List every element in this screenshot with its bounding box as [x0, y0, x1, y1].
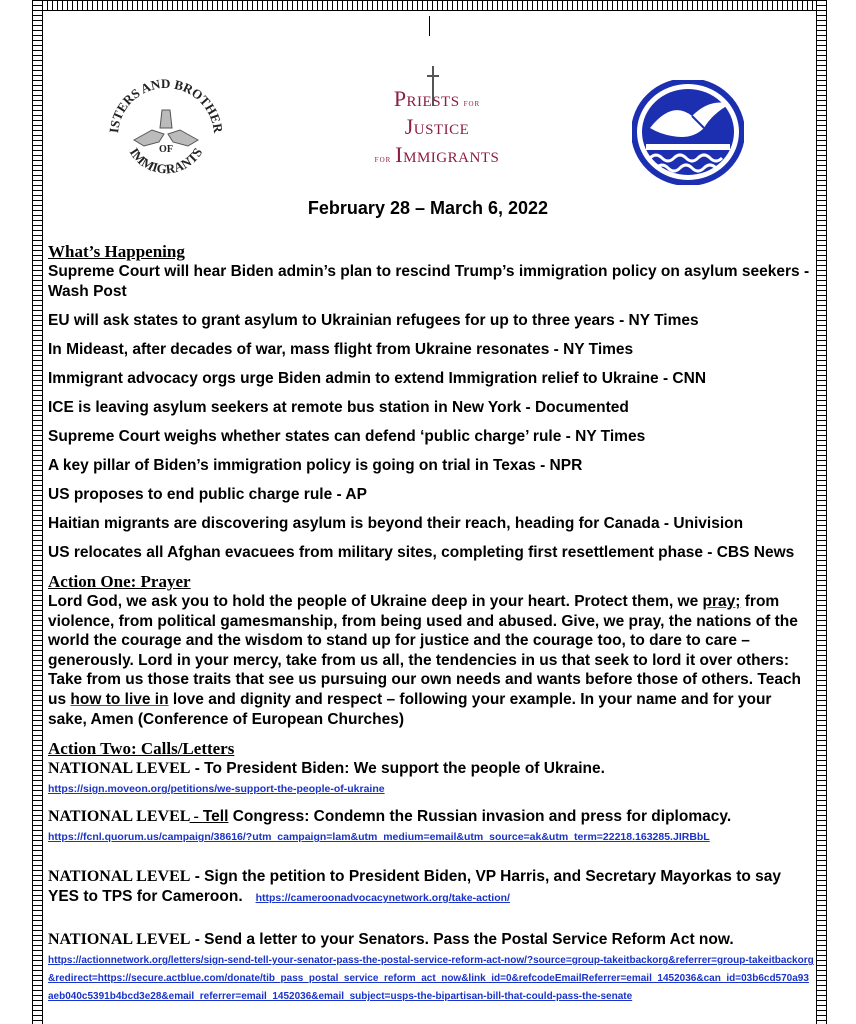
letter-link[interactable]: https://actionnetwork.org/letters/sign-send-tell-your-senator-pass-the-postal-service-reform-act-now/?source=group-takeitbackorg&referrer=group-takeitbackorg&redirect=https://secure.actblue.com/donate/tib_pass_postal_service_reform_act_now&link_id=0&refcodeEmailReferrer=email_1452036&can_id=03b6cd570a93aeb040c5391b4bcd3e28&email_referrer=email_1452036&email_subject=usps-the-bipartisan-bill-that-could-pass-the-senate	[48, 955, 814, 1003]
news-item: Haitian migrants are discovering asylum is beyond their reach, heading for Canada - Univision	[48, 515, 744, 532]
level-label: NATIONAL LEVEL	[48, 808, 190, 826]
dove-logo	[632, 80, 744, 185]
whats-happening-heading: What’s Happening	[48, 242, 185, 261]
prayer-underlined-word: pray;	[702, 593, 741, 610]
logo-word-justice: Justice	[404, 114, 470, 139]
news-item: Supreme Court weighs whether states can defend ‘public charge’ rule - NY Times	[48, 428, 646, 445]
prayer-part: Lord God, we ask you to hold the people of Ukraine deep in your heart. Protect them, we	[48, 593, 703, 610]
prayer-underlined-phrase: how to live in	[70, 690, 169, 708]
newsletter-body	[48, 242, 814, 1014]
action-text: - Sign the petition to President Biden, VP Harris, and Secretary Mayorkas to say YES to TPS for Cameroon.	[48, 868, 782, 906]
level-label: NATIONAL LEVEL	[48, 931, 191, 949]
level-dash: -	[189, 808, 203, 826]
action-two-heading: Action Two: Calls/Letters	[48, 739, 235, 759]
level-label: NATIONAL LEVEL	[48, 760, 191, 778]
action-text: - To President Biden: We support the people of Ukraine.	[190, 760, 605, 778]
logo-word-priests: Priests	[393, 86, 460, 111]
text-cursor	[429, 16, 430, 36]
prayer-part: from violence, from political gamesmanship, from being used and abused. Give, we pray, the nations of the world the courage and the wisdom to stand up for justice and the courage too, to dare to care – generously. Lord in your mercy, take from us all, the tendencies in us that seek to lord it over others: Take from us those traits that see us pursuing our own needs and wants before those of others. Teach us	[48, 593, 802, 708]
page-border-left	[32, 0, 43, 1024]
logo-word-for: for	[463, 98, 481, 109]
campaign-link[interactable]: https://fcnl.quorum.us/campaign/38616/?utm_campaign=lam&utm_medium=email&utm_source=ak&utm_term=22218.163285.JIRBbL	[48, 831, 710, 844]
action-item	[48, 930, 814, 1004]
action-text: Congress: Condemn the Russian invasion and press for diplomacy.	[228, 808, 732, 826]
news-item: In Mideast, after decades of war, mass flight from Ukraine resonates - NY Times	[48, 341, 634, 358]
logo-arc-bottom: IMMIGRANTS	[126, 145, 206, 177]
news-item: Immigrant advocacy orgs urge Biden admin to extend Immigration relief to Ukraine - CNN	[48, 370, 707, 387]
news-item: EU will ask states to grant asylum to Ukrainian refugees for up to three years - NY Times	[48, 312, 699, 329]
tell-word: Tell	[202, 808, 229, 826]
logo-arc-top: ISTERS AND BROTHER	[106, 75, 227, 134]
action-item	[48, 867, 814, 908]
action-item	[48, 759, 814, 797]
action-text: - Send a letter to your Senators. Pass the Postal Service Reform Act now.	[190, 931, 734, 949]
prayer-text	[48, 592, 814, 729]
take-action-link[interactable]: https://cameroonadvocacynetwork.org/take-action/	[255, 892, 510, 905]
date-range-title: February 28 – March 6, 2022	[307, 198, 549, 218]
sisters-brothers-logo	[104, 70, 228, 190]
svg-text:OF: OF	[159, 144, 173, 155]
news-list	[48, 262, 814, 563]
prayer-part: love and dignity and respect – following your example. In your name and for your sake, Amen (Conference of European Churches)	[48, 690, 772, 728]
page-border-right	[816, 0, 827, 1024]
logo-word-for-2: for	[374, 154, 392, 165]
news-item: ICE is leaving asylum seekers at remote bus station in New York - Documented	[48, 399, 629, 416]
level-label: NATIONAL LEVEL	[48, 868, 191, 886]
news-item: A key pillar of Biden’s immigration policy is going on trial in Texas - NPR	[48, 457, 583, 474]
news-item: Supreme Court will hear Biden admin’s plan to rescind Trump’s immigration policy on asylum seekers - Wash Post	[48, 263, 810, 300]
news-item: US relocates all Afghan evacuees from military sites, completing first resettlement phase - CBS News	[48, 544, 795, 561]
priests-for-justice-logo	[364, 66, 510, 176]
logo-word-immigrants: Immigrants	[395, 142, 500, 167]
news-item: US proposes to end public charge rule - AP	[48, 486, 367, 503]
page-border-top	[32, 0, 827, 11]
petition-link[interactable]: https://sign.moveon.org/petitions/we-support-the-people-of-ukraine	[48, 783, 385, 796]
action-one-heading: Action One: Prayer	[48, 572, 191, 591]
action-item	[48, 807, 814, 845]
